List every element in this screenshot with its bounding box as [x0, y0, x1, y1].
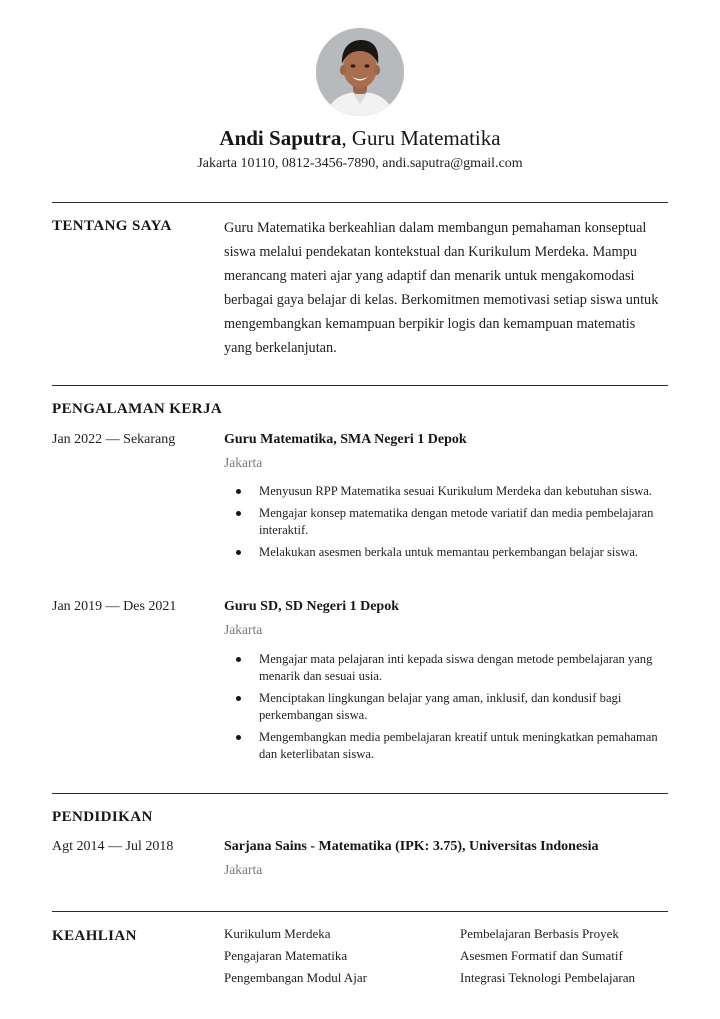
job-location: Jakarta: [224, 455, 263, 470]
skills-section-title: KEAHLIAN: [52, 928, 137, 944]
about-text: Guru Matematika berkeahlian dalam membangun pemahaman konseptual siswa melalui pendekatan kontekstual dan Kurikulum Merdeka. Mampu merancang materi ajar yang adaptif dan menarik untuk mengakomodasi berbagai gaya belajar di kelas. Berkomitmen memotivasi setiap siswa untuk mengembangkan kemampuan berpikir logis dan kemampuan matematis yang berkelanjutan.: [224, 220, 659, 356]
job-bullet: Menyusun RPP Matematika sesuai Kurikulum Merdeka dan kebutuhan siswa.: [236, 483, 668, 500]
job-bullet: Melakukan asesmen berkala untuk memantau perkembangan belajar siswa.: [236, 544, 668, 561]
section-divider: [52, 911, 668, 912]
job-bullet: Mengembangkan media pembelajaran kreatif untuk meningkatkan pemahaman dan keterlibatan siswa.: [236, 729, 668, 763]
job-bullet-list: [236, 651, 668, 768]
skill-item: Pengajaran Matematika: [224, 948, 348, 963]
section-divider: [52, 385, 668, 386]
skill-item: Asesmen Formatif dan Sumatif: [460, 948, 623, 963]
job-bullet: Mengajar konsep matematika dengan metode variatif dan media pembelajaran interaktif.: [236, 505, 668, 539]
skill-item: Pengembangan Modul Ajar: [224, 970, 367, 985]
name-separator: ,: [341, 126, 352, 150]
about-section-title: TENTANG SAYA: [52, 218, 172, 234]
job-bullet: Mengajar mata pelajaran inti kepada siswa dengan metode pembelajaran yang menarik dan sesuai usia.: [236, 651, 668, 685]
name-line: [0, 124, 720, 152]
skill-item: Pembelajaran Berbasis Proyek: [460, 926, 619, 941]
person-name: Andi Saputra: [219, 126, 342, 150]
skill-item: Kurikulum Merdeka: [224, 926, 331, 941]
contact-info: Jakarta 10110, 0812-3456-7890, andi.saputra@gmail.com: [197, 156, 523, 171]
job-bullet-list: [236, 483, 668, 566]
profile-photo-illustration: [316, 28, 404, 116]
job-dates: Jan 2022 — Sekarang: [52, 432, 176, 447]
job-bullet: Menciptakan lingkungan belajar yang aman, inklusif, dan kondusif bagi perkembangan siswa.: [236, 690, 668, 724]
skill-item: Integrasi Teknologi Pembelajaran: [460, 970, 636, 985]
profile-photo: [316, 28, 404, 116]
job-title: Guru SD, SD Negeri 1 Depok: [224, 599, 400, 614]
person-role: Guru Matematika: [351, 126, 501, 150]
experience-section-title: PENGALAMAN KERJA: [52, 401, 223, 417]
education-location: Jakarta: [224, 862, 263, 877]
job-title: Guru Matematika, SMA Negeri 1 Depok: [224, 432, 467, 447]
education-dates: Agt 2014 — Jul 2018: [52, 839, 174, 854]
education-title: Sarjana Sains - Matematika (IPK: 3.75), Universitas Indonesia: [224, 839, 599, 854]
section-divider: [52, 793, 668, 794]
job-location: Jakarta: [224, 622, 263, 637]
education-section-title: PENDIDIKAN: [52, 809, 153, 825]
section-divider: [52, 202, 668, 203]
job-dates: Jan 2019 — Des 2021: [52, 599, 177, 614]
